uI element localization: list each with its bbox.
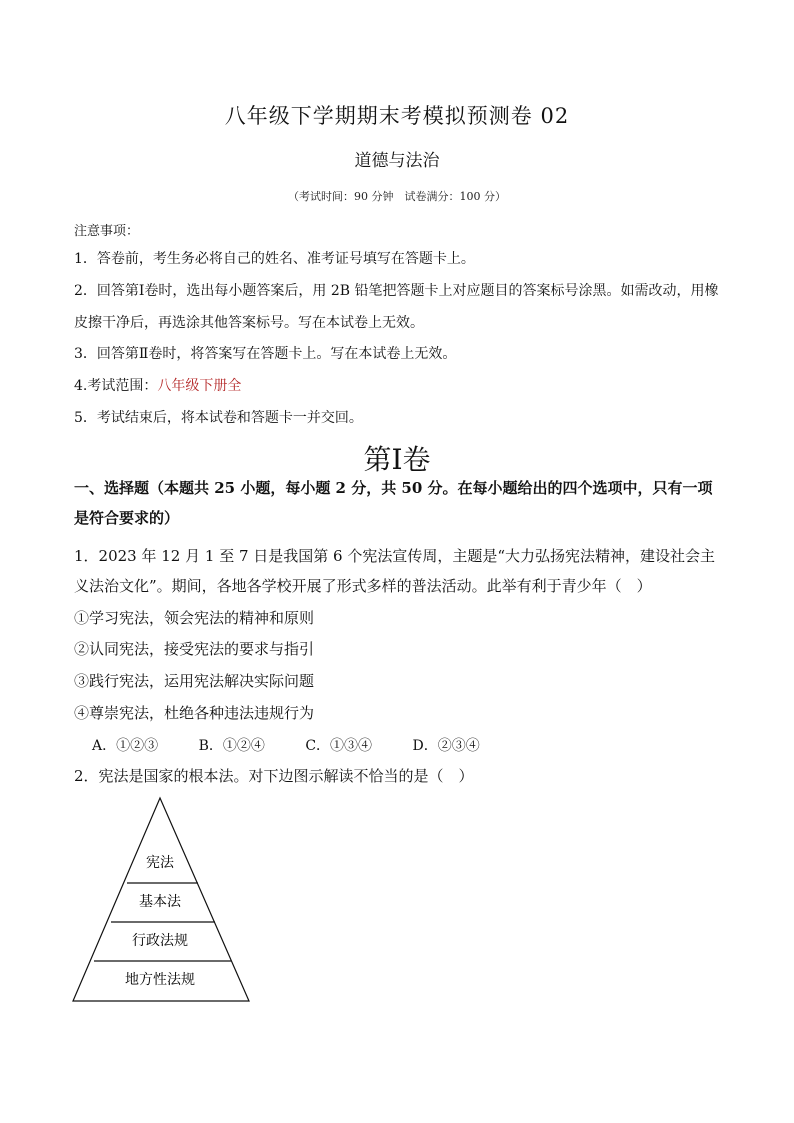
- q2-stem: 2．宪法是国家的根本法。对下边图示解读不恰当的是（ ）: [74, 767, 474, 785]
- q1-option-2: ②认同宪法，接受宪法的要求与指引: [74, 640, 315, 658]
- choice-c[interactable]: C．①③④: [305, 738, 373, 754]
- note-item-4: [74, 376, 241, 396]
- choice-b[interactable]: B．①②④: [198, 738, 265, 754]
- exam-meta: （考试时间：90 分钟 试卷满分：100 分）: [288, 190, 506, 203]
- page-title: 八年级下学期期末考模拟预测卷 02: [224, 104, 570, 128]
- law-hierarchy-pyramid: [70, 795, 254, 1005]
- section-instructions-line2: 是符合要求的）: [74, 509, 180, 527]
- note-item-3: 3．回答第Ⅱ卷时，将答案写在答题卡上。写在本试卷上无效。: [74, 346, 457, 362]
- note-item-2: 2．回答第Ⅰ卷时，选出每小题答案后，用 2B 铅笔把答题卡上对应题目的答案标号涂黑。如需改动，用橡: [74, 283, 719, 299]
- exam-scope: 八年级下册全: [157, 378, 242, 394]
- q1-choices: [92, 735, 516, 755]
- note-item-5: 5．考试结束后，将本试卷和答题卡一并交回。: [74, 410, 363, 426]
- notes-heading: 注意事项：: [74, 224, 140, 239]
- q1-option-1: ①学习宪法，领会宪法的精神和原则: [74, 609, 315, 627]
- pyramid-level-basic-law: 基本法: [139, 894, 181, 910]
- section-title: 第Ⅰ卷: [363, 443, 431, 476]
- choice-a[interactable]: A．①②③: [92, 738, 159, 754]
- note-item-4-prefix: 4.考试范围：: [74, 378, 158, 394]
- q1-stem-line2: 义法治文化”。期间，各地各学校开展了形式多样的普法活动。此举有利于青少年（ ）: [74, 577, 652, 595]
- q1-option-4: ④尊崇宪法，杜绝各种违法违规行为: [74, 704, 315, 722]
- section-instructions-line1: 一、选择题（本题共 25 小题，每小题 2 分，共 50 分。在每小题给出的四个选项中，只有一项: [74, 479, 713, 497]
- pyramid-level-constitution: 宪法: [146, 855, 174, 871]
- pyramid-level-admin-regulations: 行政法规: [132, 933, 188, 949]
- note-item-2-cont: 皮擦干净后，再选涂其他答案标号。写在本试卷上无效。: [74, 315, 424, 331]
- subject-title: 道德与法治: [354, 151, 440, 171]
- q1-option-3: ③践行宪法，运用宪法解决实际问题: [74, 672, 315, 690]
- choice-d[interactable]: D．②③④: [412, 738, 480, 754]
- pyramid-level-local-regulations: 地方性法规: [125, 972, 195, 988]
- note-item-1: 1．答卷前，考生务必将自己的姓名、准考证号填写在答题卡上。: [74, 251, 475, 267]
- q1-stem-line1: 1．2023 年 12 月 1 至 7 日是我国第 6 个宪法宣传周，主题是“大力弘扬宪法精神，建设社会主: [74, 547, 716, 565]
